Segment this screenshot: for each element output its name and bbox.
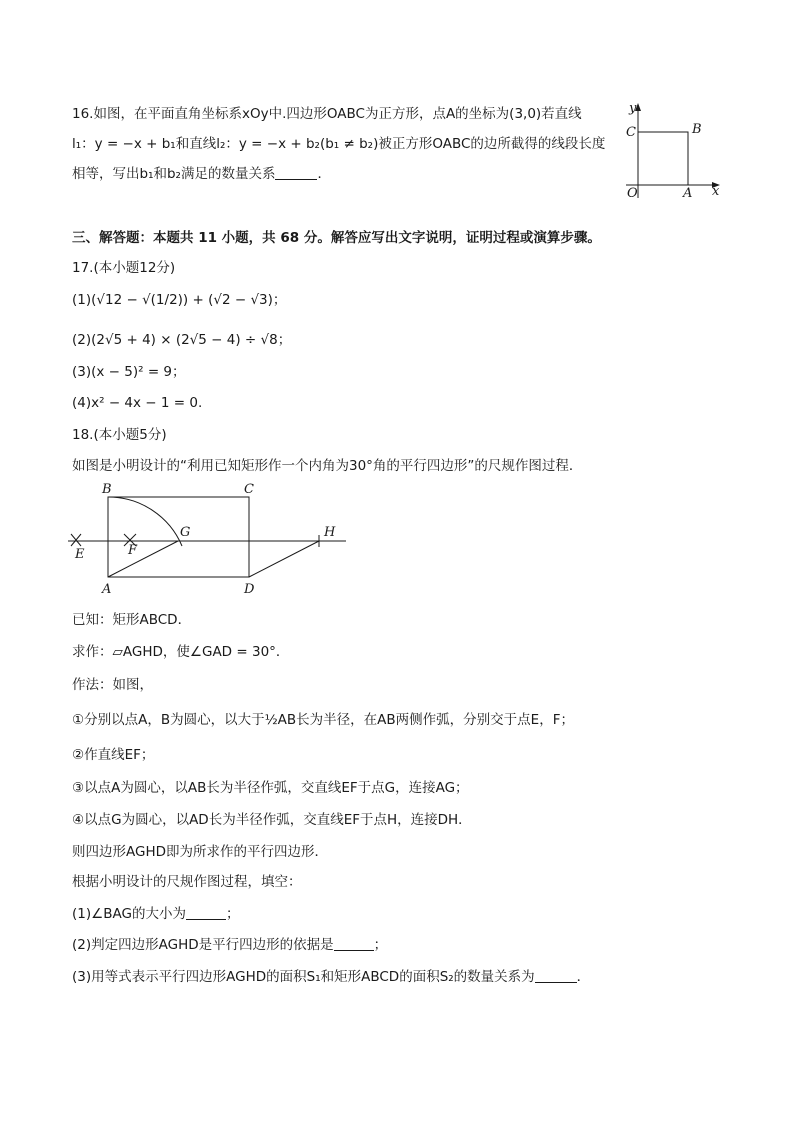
- label-C: C: [626, 125, 636, 140]
- q18-q1-answer-blank[interactable]: [186, 905, 226, 920]
- label-x: x: [712, 184, 720, 199]
- mark-E-icon: [71, 534, 81, 546]
- q18-step2: ②作直线EF；: [72, 747, 155, 763]
- q18-result: 则四边形AGHD即为所求作的平行四边形．: [72, 844, 329, 860]
- q17-part3: (3)(x − 5)² = 9；: [72, 364, 186, 380]
- label-C: C: [244, 482, 254, 497]
- q17-title: 17.(本小题12分): [72, 260, 176, 276]
- q16-square-figure: [612, 100, 730, 204]
- label-A: A: [102, 582, 112, 597]
- q18-step4: ④以点G为圆心，以AD长为半径作弧，交直线EF于点H，连接DH．: [72, 812, 472, 828]
- label-E: E: [75, 547, 85, 562]
- label-y: y: [629, 101, 637, 116]
- q18-step1: ①分别以点A，B为圆心，以大于½AB长为半径，在AB两侧作弧，分别交于点E，F；: [72, 712, 574, 728]
- q16-line1: 16.如图，在平面直角坐标系xOy中.四边形OABC为正方形，点A的坐标为(3,0)若直线: [72, 106, 582, 122]
- q18-known: 已知：矩形ABCD．: [72, 612, 192, 628]
- q16-line3-text: 相等，写出b₁和b₂满足的数量关系: [72, 166, 276, 182]
- q18-step3: ③以点A为圆心，以AB长为半径作弧，交直线EF于点G，连接AG；: [72, 780, 469, 796]
- q16-answer-blank[interactable]: [275, 165, 317, 180]
- q18-seek: 求作：▱AGHD，使∠GAD = 30°．: [72, 644, 290, 660]
- q18-method: 作法：如图，: [72, 677, 153, 693]
- segment-AG: [108, 541, 178, 577]
- label-D: D: [244, 582, 255, 597]
- q18-q2-end: ；: [373, 937, 388, 953]
- q17-part4: (4)x² − 4x − 1 = 0.: [72, 395, 203, 411]
- q16-line2: l₁：y = −x + b₁和直线l₂：y = −x + b₂(b₁ ≠ b₂)被正方形OABC的边所截得的线段长度: [72, 136, 606, 152]
- section3-heading: 三、解答题：本题共 11 小题，共 68 分。解答应写出文字说明，证明过程或演算步骤。: [72, 230, 601, 246]
- label-O: O: [627, 186, 638, 201]
- q18-fill-prompt: 根据小明设计的尺规作图过程，填空：: [72, 874, 302, 890]
- label-B: B: [102, 482, 112, 497]
- label-H: H: [324, 525, 336, 540]
- q18-question1: [72, 904, 239, 924]
- q16-line3: [72, 164, 331, 184]
- label-A: A: [683, 186, 693, 201]
- q18-q1-text: (1)∠BAG的大小为: [72, 906, 186, 922]
- q18-question3: [72, 967, 590, 987]
- q18-q2-text: (2)判定四边形AGHD是平行四边形的依据是: [72, 937, 334, 953]
- q18-q3-answer-blank[interactable]: [535, 968, 577, 983]
- q18-title: 18.(本小题5分): [72, 427, 167, 443]
- label-F: F: [128, 543, 138, 558]
- q16-line3-end: ．: [317, 166, 331, 182]
- square-OABC: [638, 132, 688, 185]
- q18-q3-text: (3)用等式表示平行四边形AGHD的面积S₁和矩形ABCD的面积S₂的数量关系为: [72, 969, 535, 985]
- q18-q2-answer-blank[interactable]: [334, 936, 374, 951]
- label-G: G: [180, 525, 191, 540]
- label-B: B: [692, 122, 702, 137]
- q17-part2: (2)(2√5 + 4) × (2√5 − 4) ÷ √8；: [72, 332, 292, 348]
- q18-q3-end: ．: [576, 969, 591, 985]
- segment-DH: [249, 541, 319, 577]
- q18-construction-figure: [64, 480, 354, 600]
- q18-question2: [72, 935, 387, 955]
- rectangle-ABCD: [108, 497, 249, 577]
- arc-from-A: [108, 497, 182, 546]
- q18-intro: 如图是小明设计的“利用已知矩形作一个内角为30°角的平行四边形”的尺规作图过程．: [72, 458, 583, 474]
- q17-part1: (1)(√12 − √(1/2)) + (√2 − √3)；: [72, 292, 287, 308]
- q18-q1-end: ；: [225, 906, 240, 922]
